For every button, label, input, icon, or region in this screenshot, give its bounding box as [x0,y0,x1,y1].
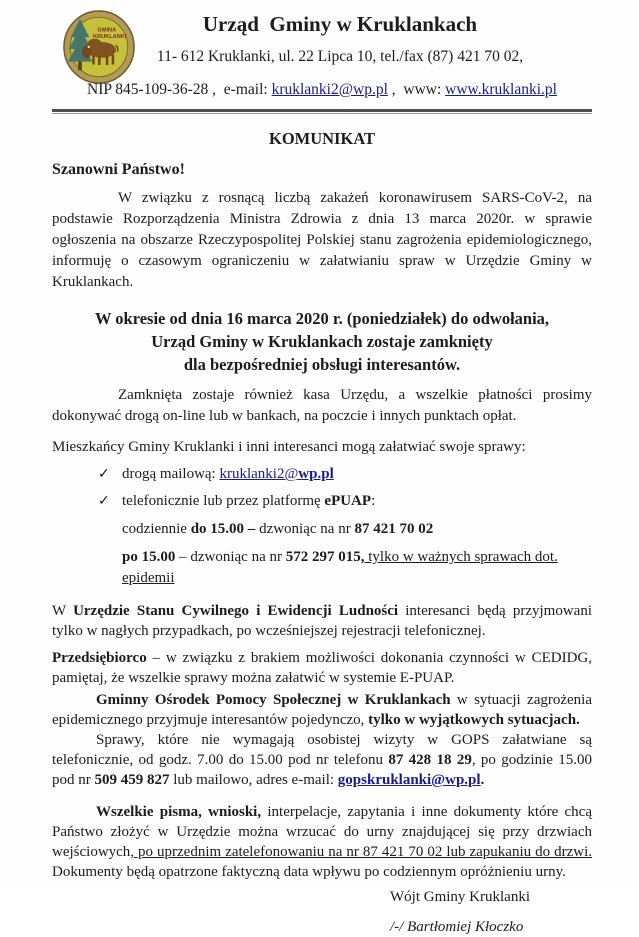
letterhead [52,0,592,114]
entrepreneur-text: – w związku z brakiem możliwości dokonania czynności w CEDIDG, pamiętaj, że wszelkie sprawy można załatwić w systemie E-PUAP. [52,650,592,686]
bullet-email-link[interactable] [219,466,333,482]
phone1-number: 87 421 70 02 [354,521,434,537]
list-item-phone [52,491,592,512]
signature-name: /-/ Bartłomiej Kłoczko [390,919,524,935]
gops-phone1: 87 428 18 29 [388,752,472,768]
phone2-hours: po 15.00 [122,549,176,565]
urna-end: Dokumenty będą opatrzone faktyczną data wpływu po codziennym opróżnieniu urny. [52,864,566,880]
urna-mid: interpelacje, zapytania i inne dokumenty które chcą Państwo złożyć w Urzędzie można wrzucać do urny znajdującej się przy drzwiach wejściowych [52,804,592,860]
check-icon: ✓ [98,467,110,482]
header-website-link[interactable]: www.kruklanki.pl [445,81,557,98]
nip-label: NIP 845-109-36-28 , e-mail: [87,81,272,98]
documents-urn-paragraph [52,802,592,882]
usc-paragraph [52,601,592,641]
document-heading: KOMUNIKAT [268,129,376,148]
office-address: 11- 612 Kruklanki, ul. 22 Lipca 10, tel./fax (87) 421 70 02, [156,48,524,65]
office-title: Urząd Gminy w Kruklankach [202,12,478,36]
phone-hours-line2 [122,547,592,589]
www-label: , www: [387,81,446,98]
gops-email-link[interactable] [338,772,481,788]
entrepreneur-label: Przedsiębiorco [52,650,147,666]
urna-call-first-note: , po uprzednim zatelefonowaniu na nr 87 421 70 02 lub zapukaniu do drzwi. [130,844,592,860]
signature-block [390,887,592,937]
phone2-number: 572 297 015, [285,549,365,565]
urna-bold-lead: Wszelkie pisma, wnioski, [96,804,262,820]
closure-notice [52,307,592,376]
closure-notice-line3: dla bezpośredniej obsługi interesantów. [183,355,461,374]
phone2-epidemic-note: tylko w ważnych sprawach dot. epidemii [122,549,558,586]
gops1-mid: w sytuacji zagrożenia epidemicznego przyjmuje interesantów pojedynczo, [52,692,592,728]
bullet-email-domain: wp.pl [298,466,334,482]
gops-paragraph2 [52,730,592,790]
bullet2-text: telefonicznie lub przez platformę [122,493,325,509]
epuap-label: ePUAP [324,493,372,509]
logo-text-line2: KRUKLANKI [92,34,127,41]
closure-notice-line1: W okresie od dnia 16 marca 2020 r. (poniedziałek) do odwołania, [94,309,550,328]
gops2-pre: Sprawy, które nie wymagają osobistej wizyty w GOPS załatwiane są telefonicznie, od godz. 7.00 do 15.00 pod nr telefonu [52,732,592,768]
usc-office-name: Urzędzie Stanu Cywilnego i Ewidencji Ludności [73,603,399,619]
gops1-exception-note: tylko w wyjątkowych sytuacjach. [368,712,580,728]
entrepreneur-paragraph [52,648,592,688]
phone1-pre: codziennie [122,521,191,537]
residents-intro-line: Mieszkańcy Gminy Kruklanki i inni interesanci mogą załatwiać swoje sprawy: [52,439,526,455]
header-email-link[interactable]: kruklanki2@wp.pl [271,81,388,98]
intro-paragraph: W związku z rosnącą liczbą zakażeń koronawirusem SARS-CoV-2, na podstawie Rozporządzenia Ministra Zdrowia z dnia 13 marca 2020r. w sprawie ogłoszenia na obszarze Rzeczypospolitej Polskiej stanu zagrożenia epidemiologicznego, informuję o czasowym ograniczeniu w załatwianiu spraw w Urzędzie Gminy w Kruklankach. [52,190,592,290]
phone1-hours: do 15.00 – [190,521,260,537]
gops-paragraph1 [52,690,592,730]
salutation: Szanowni Państwo! [52,161,185,178]
phone1-mid: dzwoniąc na nr [259,521,355,537]
gmina-kruklanki-logo-icon [62,9,136,85]
header-divider [52,109,592,114]
list-item-email [52,464,592,485]
signature-title: Wójt Gminy Kruklanki [390,889,530,905]
gops2-mid2: lub mailowo, adres e-mail: [169,772,338,788]
check-icon: ✓ [98,494,110,509]
kasa-paragraph: Zamknięta zostaje również kasa Urzędu, a wszelkie płatności prosimy dokonywać drogą on-line lub w bankach, na poczcie i innych punktach opłat. [52,387,592,424]
bullet2-colon: : [371,493,376,509]
gops2-mid: , po godzinie 15.00 pod nr [52,752,592,788]
closure-notice-line2: Urząd Gminy w Kruklankach zostaje zamknięty [151,332,493,351]
gops-email-text: gopskruklanki@wp.pl [337,772,481,788]
usc-post: interesanci będą przyjmowani tylko w nagłych przypadkach, po wcześniejszej rejestracji telefonicznej. [52,603,592,639]
contact-options-list [52,464,592,512]
phone-hours-line1 [122,519,592,540]
header-text [88,0,592,67]
bullet-email-user: kruklanki2@ [219,466,299,482]
bullet1-text: drogą mailową: [122,466,220,482]
phone2-mid: – dzwoniąc na nr [175,549,286,565]
usc-pre: W [52,603,74,619]
logo-text-line1: GMINA [97,27,117,34]
gops-phone2: 509 459 827 [94,772,170,788]
gops2-period: . [480,772,485,788]
gops-name: Gminny Ośrodek Pomocy Społecznej w Kruklankach [96,692,451,708]
